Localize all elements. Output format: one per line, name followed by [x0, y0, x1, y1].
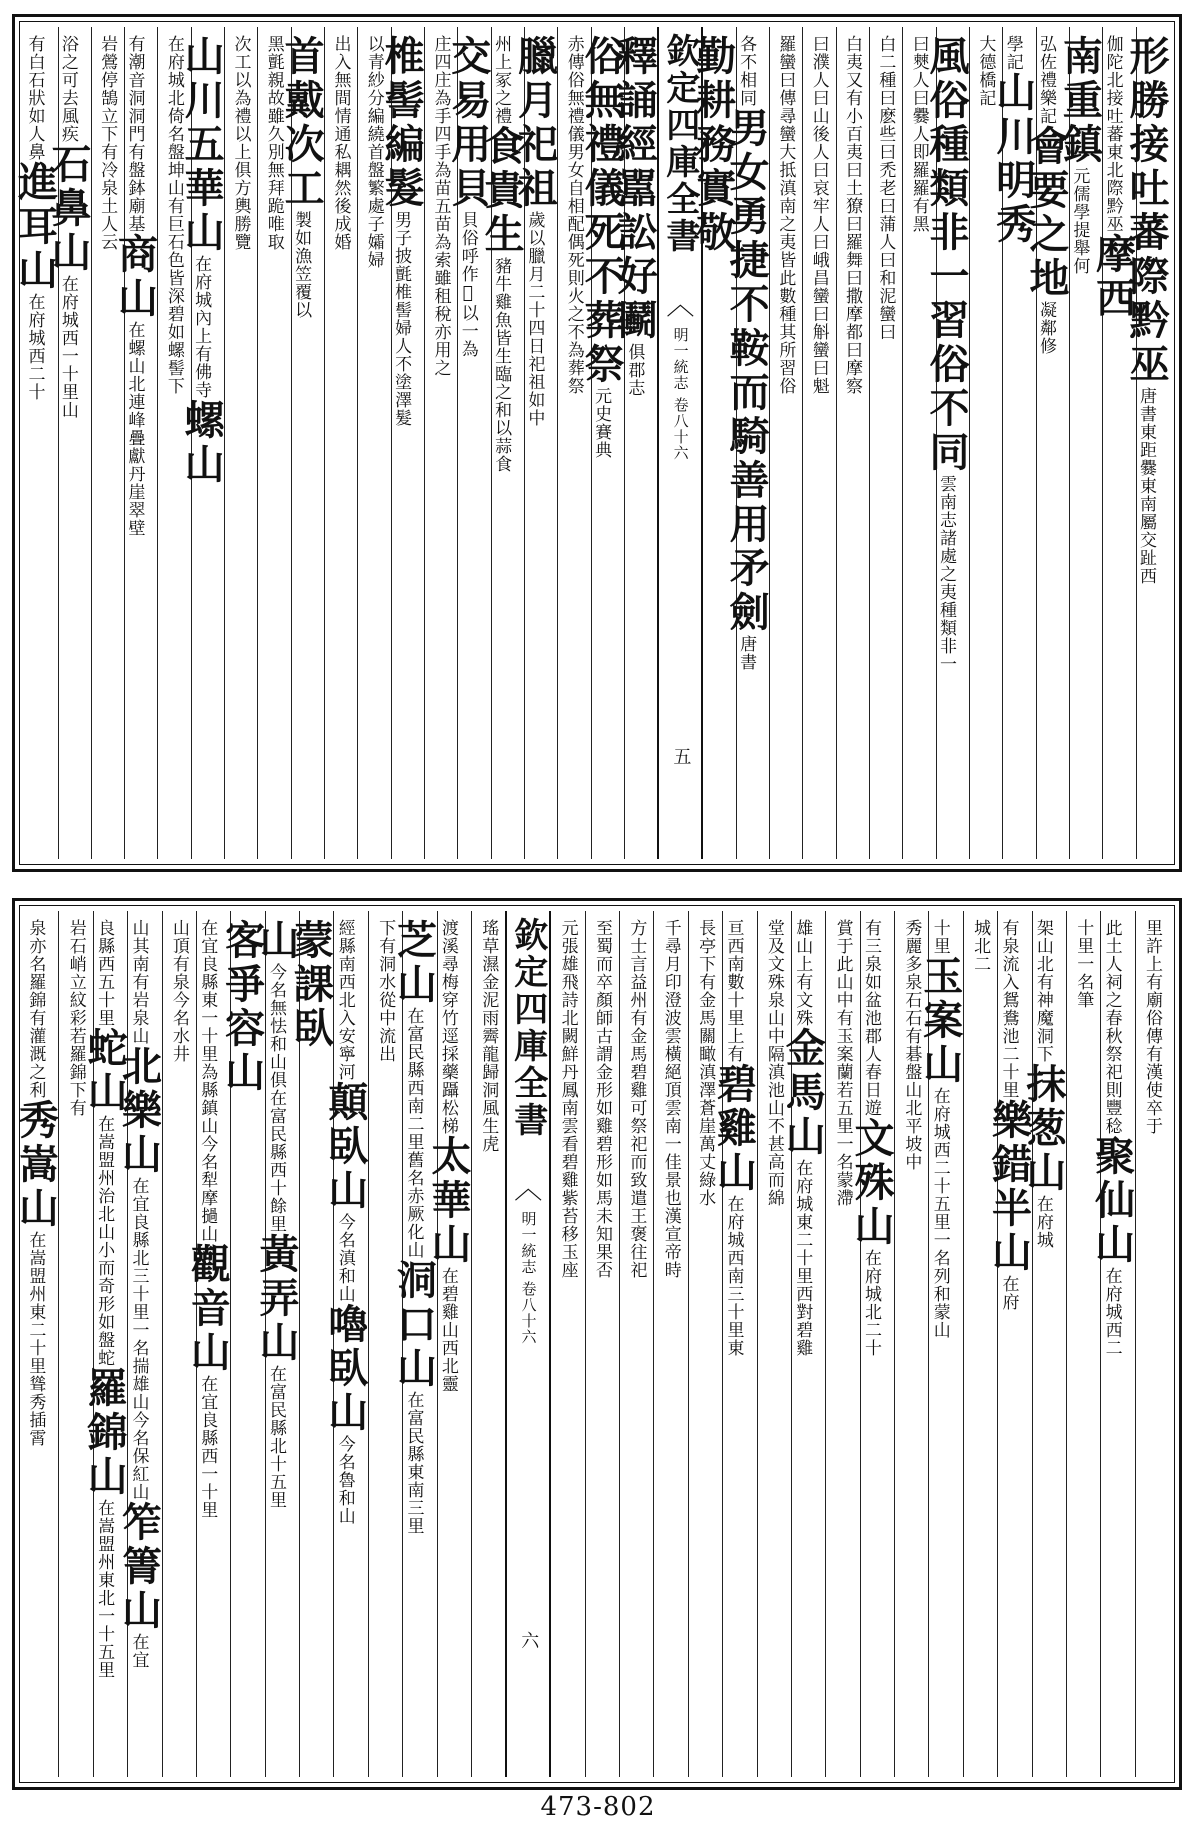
text-column [611, 27, 659, 859]
annotation-text: 秀麗多泉石石有碁盤山北平坡中 [901, 919, 922, 1171]
annotation-text: 庄四庄為手四手為苗五苗為索雖租稅亦用之 [430, 35, 451, 377]
main-text: 嚕臥山 [321, 1303, 369, 1435]
upper-text-columns [11, 27, 1170, 859]
main-text: 螺山 [178, 399, 226, 487]
annotation-text: 在府城西南三十里東 [723, 1195, 744, 1357]
annotation-text: 岩石峭立紋彩若羅錦下有 [65, 919, 86, 1117]
main-text: 俗無禮儀死不葬祭 [578, 35, 626, 387]
main-text: 樂錯半山 [985, 1099, 1033, 1275]
text-column [710, 911, 758, 1777]
text-column [723, 27, 771, 859]
main-text: 黃弄山 [253, 1233, 300, 1365]
main-text: 顛臥山 [321, 1081, 369, 1213]
annotation-text: 在螺山北連峰疊獻丹崖翠壁 [124, 321, 145, 537]
annotation-text: 次工以為禮以上俱方輿勝覽 [230, 35, 251, 251]
annotation-text: 曰僰人曰爨人即羅羅有黑 [908, 35, 929, 233]
annotation-text: 泉亦名羅錦有灌溉之利 [25, 919, 46, 1099]
leaf-number: 六 [518, 1631, 540, 1649]
main-text: 商山 [111, 233, 159, 321]
annotation-text: 有泉流入鴛鴦池 [998, 919, 1019, 1045]
annotation-text: 豬牛雞魚皆生臨之和以蒜食 [491, 257, 512, 473]
annotation-text: 唐書 [736, 635, 757, 671]
annotation-text: 弘佐禮樂記 [1036, 35, 1057, 125]
main-text: 山川五華山 [178, 35, 226, 255]
annotation-text: 黑氈親故雖久別無拜跪唯取 [263, 35, 284, 251]
annotation-text: 經縣南西北入安寧河 [334, 919, 355, 1081]
main-text: 會要之地 [1023, 125, 1071, 301]
lower-center-margin [505, 911, 551, 1777]
annotation-text: 伽陀北接吐蕃東北際黔巫 [1102, 35, 1123, 233]
annotation-text: 在府城西二 [1101, 1267, 1122, 1357]
main-text: 嚚訟好鬬 [611, 167, 659, 343]
main-text: 臘月祀祖 [511, 35, 559, 211]
main-text: 摩西 [1089, 233, 1137, 321]
text-column [278, 27, 326, 859]
text-column [653, 911, 687, 1777]
text-column [802, 27, 835, 859]
annotation-text: 在宜良縣東一十里為縣鎮山今名犁摩撾山 [197, 919, 218, 1243]
annotation-text: 瞰滇澤蒼崖萬丈綠水 [695, 1045, 716, 1207]
text-column [424, 911, 472, 1777]
annotation-text: 方士言益州有金馬碧雞可祭祀而致遣王褒往祀 [626, 919, 647, 1279]
main-text: 金馬山 [779, 1027, 827, 1159]
annotation-text: 學記 [1002, 35, 1023, 71]
text-column [916, 911, 964, 1777]
annotation-text: 山其南有岩泉山 [128, 919, 149, 1045]
annotation-text: 山中隔滇池山不甚高而綿 [763, 1009, 784, 1207]
annotation-text: 元儒學提舉何 [1069, 167, 1090, 275]
main-text: 釋誦經 [611, 35, 659, 167]
main-text: 北樂山 [115, 1045, 163, 1177]
annotation-text: 山頂有泉今名水井 [168, 919, 189, 1063]
annotation-text: 二十里 [998, 1045, 1019, 1099]
main-text: 椎髻編髮 [378, 35, 426, 211]
lower-half-page [12, 898, 1182, 1790]
annotation-text: 在富民縣東南三里 [403, 1391, 424, 1535]
main-text: 風俗種類非一習俗不同 [923, 35, 971, 475]
annotation-text: 在宜良縣北三十里一名揣雄山今名保紅山 [128, 1177, 149, 1501]
main-text: 山川明秀 [989, 71, 1037, 247]
main-text: 勤耕務實敬 [689, 35, 737, 255]
text-column [224, 27, 257, 859]
annotation-text: 雄山上有文殊 [792, 919, 813, 1027]
text-column [471, 911, 505, 1777]
text-column [321, 911, 369, 1777]
main-text: 觀音山 [184, 1243, 232, 1375]
text-column [619, 911, 653, 1777]
fish-tail-mark: ︿ [666, 288, 695, 321]
main-text: 玉案山 [916, 955, 964, 1087]
annotation-text: 在府城西一十里山 [57, 275, 78, 419]
annotation-text: 男子披氈椎髻婦人不塗澤髮 [391, 211, 412, 427]
text-column [585, 911, 619, 1777]
fish-tail-mark: ︿ [514, 1172, 543, 1205]
annotation-text: 凝鄰修 [1036, 301, 1057, 355]
text-column [378, 27, 426, 859]
annotation-text: 俱郡志 [624, 343, 645, 397]
annotation-text: 在府城北二十 [861, 1249, 881, 1357]
annotation-text: 城北二 [970, 919, 991, 973]
annotation-text: 赤傳俗無禮儀男女自相配偶死則火之不為葬祭 [563, 35, 584, 395]
annotation-text: 亘西南數十里上有 [723, 919, 744, 1063]
annotation-text: 大德橋記 [975, 35, 996, 107]
main-text: 太華山 [424, 1135, 472, 1267]
annotation-text: 瑤草濕金泥雨霽龍歸洞風生虎 [478, 919, 499, 1153]
leaf-number: 五 [670, 747, 692, 765]
text-column [779, 911, 827, 1777]
text-column [1123, 27, 1170, 859]
text-column [111, 27, 159, 859]
main-text: 進耳山 [11, 161, 59, 293]
annotation-text: 唐書東距爨東南屬交趾西 [1136, 387, 1156, 585]
main-text: 碧雞山 [710, 1063, 758, 1195]
annotation-text: 在嵩盟州東北一十五里 [94, 1499, 115, 1679]
annotation-text: 岩鶯停鵠立下有冷泉土人云 [97, 35, 118, 251]
annotation-text: 十里 [929, 919, 950, 955]
main-text: 南重鎮 [1056, 35, 1104, 167]
text-column [848, 911, 895, 1777]
annotation-text: 元史賽典 [591, 387, 612, 459]
plate-number: 473-802 [540, 1792, 656, 1822]
upper-center-margin [657, 27, 703, 859]
main-text: 文殊山 [848, 1117, 895, 1249]
annotation-text: 五里一名蒙滯 [832, 1099, 853, 1207]
text-column [923, 27, 971, 859]
main-text: 洞口山 [390, 1259, 438, 1391]
annotation-text: 有潮音洞洞門有盤鉢廟基 [124, 35, 145, 233]
main-text: 首戴次工 [278, 35, 326, 211]
text-column [869, 27, 902, 859]
annotation-text: 在宜 [128, 1633, 149, 1669]
text-column [836, 27, 869, 859]
annotation-text: 在嵩盟州東二十里聳秀插霄 [25, 1231, 46, 1447]
book-title: 欽定四庫全書 [659, 33, 700, 255]
main-text: 蛇山 [81, 1027, 129, 1115]
annotation-text: 賞于此山中有玉案蘭若 [832, 919, 853, 1099]
main-text: 石鼻山 [44, 143, 92, 275]
annotation-text: 堂及文殊泉 [763, 919, 784, 1009]
annotation-text: 在宜良縣西一十里 [197, 1375, 218, 1519]
annotation-text: 此土人祠之春秋祭祀則豐稔 [1101, 919, 1122, 1135]
annotation-text: 渡溪尋梅穿竹逕採藥躡松梯 [437, 919, 458, 1135]
annotation-text: 十里一名筆 [1073, 919, 1094, 1009]
annotation-text: 各不相同 [736, 35, 757, 107]
main-text: 羅錦山 [81, 1367, 129, 1499]
main-text: 形勝接吐蕃際黔巫 [1123, 35, 1170, 387]
annotation-text: 以青紗分編繞首盤繁處子孀婦 [363, 35, 384, 269]
text-column [44, 27, 92, 859]
annotation-text: 在府城北倚名盤坤山有巨石色皆深碧如螺髻下 [163, 35, 184, 395]
text-column [12, 911, 60, 1777]
main-text: 食貴生 [478, 125, 526, 257]
annotation-text: 在府城內上有佛寺 [191, 255, 212, 399]
annotation-text: 長亭下有金馬關 [695, 919, 716, 1045]
text-column [178, 27, 226, 859]
volume-subtitle: 明一統志 卷八十六 [671, 327, 690, 461]
annotation-text: 出入無間情通私耦然後成婚 [330, 35, 351, 251]
text-column [324, 27, 357, 859]
main-text: 客爭容山 [218, 919, 266, 1095]
text-column [1019, 911, 1067, 1777]
annotation-text: 在富民縣北十五里 [266, 1365, 286, 1509]
annotation-text: 在府城西二十 [24, 293, 45, 401]
annotation-text: 在嵩盟州治北山小而奇形如盤蛇 [94, 1115, 115, 1367]
annotation-text: 至蜀而卒顏師古謂金形如雞碧形如馬未知果否 [592, 919, 612, 1279]
main-text: 山 [253, 919, 300, 963]
annotation-text: 白夷又有小百夷曰土獠曰羅舞曰撒摩都曰摩察 [842, 35, 863, 395]
annotation-text: 下有洞水從中流出 [375, 919, 396, 1063]
main-text: 聚仙山 [1088, 1135, 1136, 1267]
text-column [551, 911, 584, 1777]
annotation-text: 白二種曰麽些曰禿老曰蒲人曰和泥蠻曰 [875, 35, 896, 341]
annotation-text: 架山北有神魔洞下 [1032, 919, 1053, 1063]
annotation-text: 製如漁笠覆以 [291, 211, 312, 319]
annotation-text: 千尋月印澄波雲橫絕頂雲南一佳景也漢宣帝時 [660, 919, 681, 1279]
annotation-text: 今名魯和山 [334, 1435, 355, 1525]
annotation-text: 有三泉如盆池郡人春日遊 [861, 919, 881, 1117]
annotation-text: 貝俗呼作𧴩以一為 [457, 211, 478, 358]
annotation-text: 曰濮人曰山後人曰哀牢人曰峨昌蠻曰斛蠻曰魁 [808, 35, 829, 395]
annotation-text: 在府城西二十五里一名列和蒙山 [929, 1087, 950, 1339]
annotation-text: 在府城東二十里西對碧雞 [792, 1159, 813, 1357]
annotation-text: 在府 [998, 1275, 1019, 1311]
text-column [511, 27, 559, 859]
annotation-text: 在府城 [1032, 1195, 1053, 1249]
main-text: 抹葱山 [1019, 1063, 1067, 1195]
book-title: 欽定四庫全書 [507, 917, 548, 1139]
volume-subtitle: 明一統志 卷八十六 [519, 1211, 538, 1345]
text-column [769, 27, 802, 859]
annotation-text: 今名無怯和山俱在富民縣西十餘里 [266, 963, 286, 1233]
annotation-text: 在碧雞山西北靈 [437, 1267, 458, 1393]
main-text: 交易用貝 [444, 35, 492, 211]
annotation-text: 有白石狀如人鼻 [24, 35, 45, 161]
annotation-text: 羅蠻曰傳尋蠻大抵滇南之夷皆此數種其所習俗 [775, 35, 796, 395]
annotation-text: 良縣西五十里 [94, 919, 115, 1027]
text-column [115, 911, 163, 1777]
main-text: 男女勇捷不鞍而騎善用矛劍 [723, 107, 771, 635]
main-text: 笮箐山 [115, 1501, 163, 1633]
annotation-text: 浴之可去風疾 [57, 35, 78, 143]
annotation-text: 在富民縣西南二里舊名赤厥化山 [403, 1007, 424, 1259]
annotation-text: 歲以臘月二十四日祀祖如中 [524, 211, 545, 427]
upper-half-page [12, 14, 1182, 872]
main-text: 蒙課臥 [287, 919, 335, 1051]
main-text: 芝山 [390, 919, 438, 1007]
annotation-text: 元張雄飛詩北闕鮮丹鳳南雲看碧雞紫苔移玉座 [557, 919, 578, 1279]
main-text: 秀嵩山 [12, 1099, 60, 1231]
lower-text-columns [12, 911, 1169, 1777]
annotation-text: 里許上有廟俗傳有漢使卒于 [1142, 919, 1162, 1135]
annotation-text: 雲南志諸處之夷種類非一 [936, 475, 957, 673]
annotation-text: 今名滇和山 [334, 1213, 355, 1303]
annotation-text: 州上冢之禮 [491, 35, 512, 125]
text-column [1135, 911, 1169, 1777]
text-column [1088, 911, 1136, 1777]
